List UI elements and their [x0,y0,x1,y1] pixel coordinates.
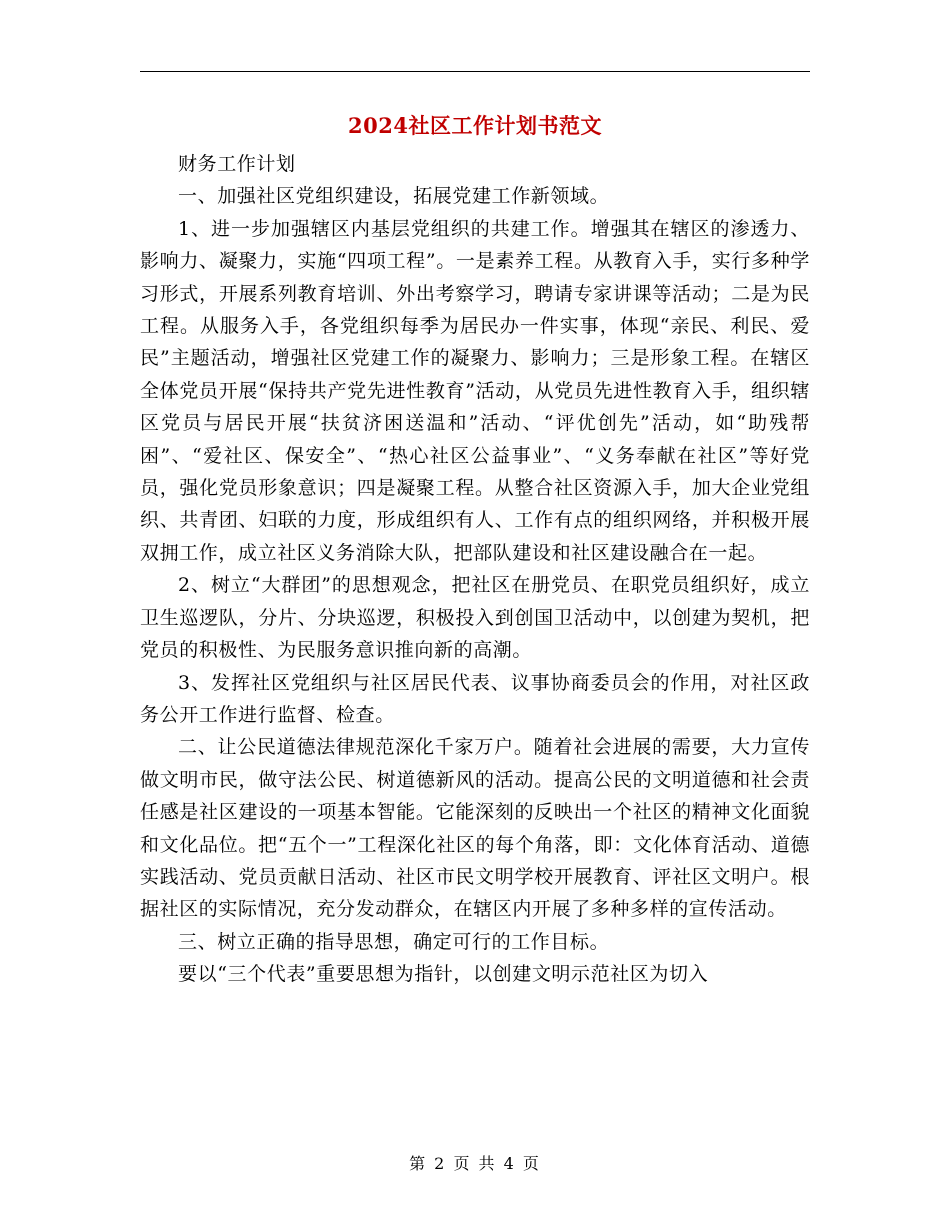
paragraph-1: 1、进一步加强辖区内基层党组织的共建工作。增强其在辖区的渗透力、影响力、凝聚力，实施“四项工程”。一是素养工程。从教育入手，实行多种学习形式，开展系列教育培训、外出考察学习，聘请专家讲课等活动；二是为民工程。从服务入手，各党组织每季为居民办一件实事，体现“亲民、利民、爱民”主题活动，增强社区党建工作的凝聚力、影响力；三是形象工程。在辖区全体党员开展“保持共产党先进性教育”活动，从党员先进性教育入手，组织辖区党员与居民开展“扶贫济困送温和”活动、“评优创先”活动，如“助残帮困”、“爱社区、保安全”、“热心社区公益事业”、“义务奉献在社区”等好党员，强化党员形象意识；四是凝聚工程。从整合社区资源入手，加大企业党组织、共青团、妇联的力度，形成组织有人、工作有点的组织网络，并积极开展双拥工作，成立社区义务消除大队，把部队建设和社区建设融合在一起。 [140,217,810,564]
document-title: 2024社区工作计划书范文 [348,113,602,138]
header-rule [140,71,810,72]
paragraph-3: 3、发挥社区党组织与社区居民代表、议事协商委员会的作用，对社区政务公开工作进行监督、检查。 [140,671,810,726]
page-number: 第 2 页 共 4 页 [409,1154,541,1173]
paragraph-4: 要以“三个代表”重要思想为指针，以创建文明示范社区为切入 [178,963,709,986]
document-body [140,148,810,991]
paragraph-2: 2、树立“大群团”的思想观念，把社区在册党员、在职党员组织好，成立卫生巡逻队，分片、分块巡逻，积极投入到创国卫活动中，以创建为契机，把党员的积极性、为民服务意识推向新的高潮。 [140,574,810,662]
section-label-finance-plan: 财务工作计划 [178,153,296,175]
section-heading-3: 三、树立正确的指导思想，确定可行的工作目标。 [178,930,610,953]
section-heading-2: 二、让公民道德法律规范深化千家万户。随着社会进展的需要，大力宣传做文明市民，做守法公民、树道德新风的活动。提高公民的文明道德和社会责任感是社区建设的一项基本智能。它能深刻的反映出一个社区的精神文化面貌和文化品位。把“五个一”工程深化社区的每个角落，即：文化体育活动、道德实践活动、党员贡献日活动、社区市民文明学校开展教育、评社区文明户。根据社区的实际情况，充分发动群众，在辖区内开展了多种多样的宣传活动。 [140,736,810,921]
section-heading-1: 一、加强社区党组织建设，拓展党建工作新领域。 [178,185,610,208]
